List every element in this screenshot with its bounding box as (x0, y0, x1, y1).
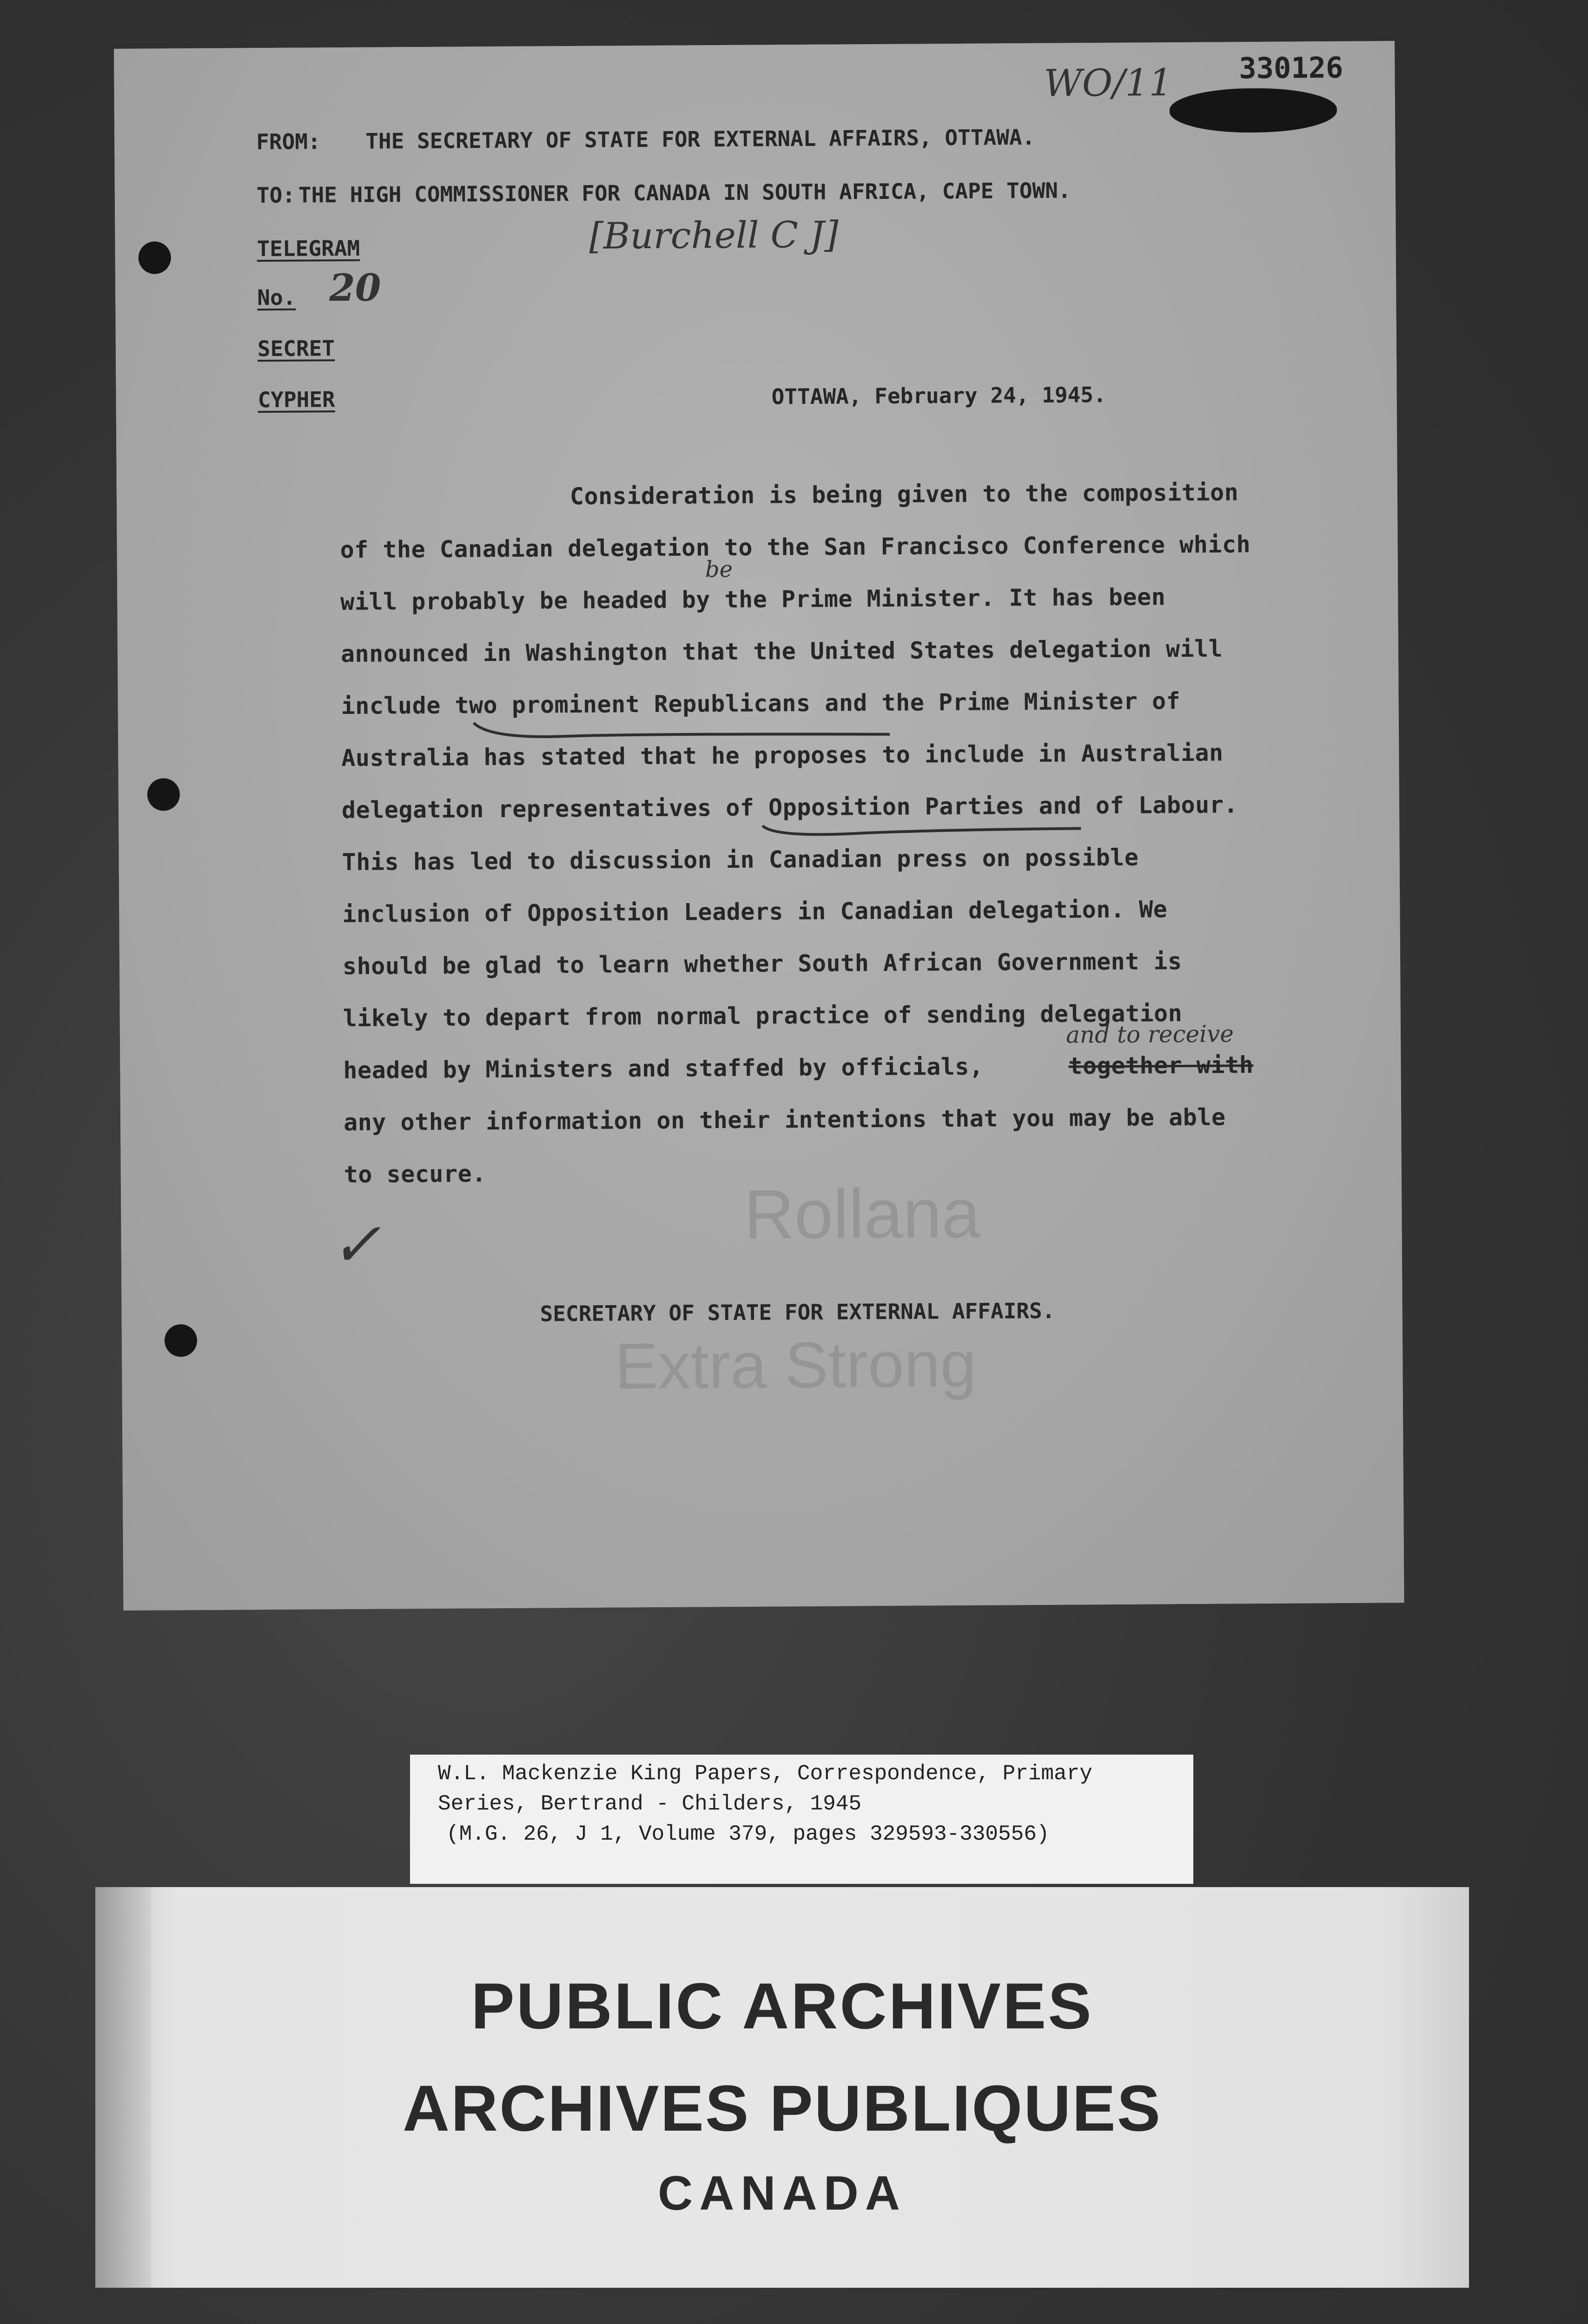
archives-title-en: PUBLIC ARCHIVES (471, 1969, 1093, 2042)
telegram-type: TELEGRAM (257, 235, 360, 262)
signature: SECRETARY OF STATE FOR EXTERNAL AFFAIRS. (540, 1298, 1055, 1327)
body-line: of the Canadian delegation to the San Francisco Conference which (340, 531, 1251, 564)
to-value: THE HIGH COMMISSIONER FOR CANADA IN SOUTH AFRICA, CAPE TOWN. (298, 178, 1071, 208)
handwritten-be: be (705, 556, 733, 583)
body-line: Consideration is being given to the composition (569, 479, 1239, 510)
body-line: headed by Ministers and staffed by officials, (343, 1053, 984, 1084)
archives-country: CANADA (658, 2166, 906, 2220)
underline-stroke (760, 814, 1085, 839)
archives-title-fr: ARCHIVES PUBLIQUES (402, 2072, 1162, 2145)
telegram-number-value: 20 (329, 265, 381, 310)
file-reference: WO/11 (1044, 61, 1173, 105)
body-line: inclusion of Opposition Leaders in Canadian delegation. We (342, 896, 1168, 928)
citation-line: (M.G. 26, J 1, Volume 379, pages 329593-330556) (446, 1822, 1050, 1846)
body-line: will probably be headed by the Prime Minister. It has been (340, 583, 1166, 616)
watermark-text: Extra Strong (614, 1327, 977, 1403)
body-line: Australia has stated that he proposes to include in Australian (341, 739, 1224, 772)
from-label: FROM: (256, 129, 321, 155)
body-line: any other information on their intentions that you may be able (343, 1103, 1226, 1136)
archives-banner (95, 1887, 1469, 2288)
punch-hole (147, 778, 180, 811)
ink-blot (1170, 88, 1337, 133)
body-line: delegation representatives of Opposition Parties and of Labour. (341, 791, 1238, 824)
place-date: OTTAWA, February 24, 1945. (771, 382, 1106, 409)
body-line: This has led to discussion in Canadian press on possible (342, 844, 1139, 876)
underline-stroke (471, 709, 899, 744)
check-mark: ✓ (330, 1209, 382, 1281)
punch-hole (165, 1324, 197, 1357)
stamp-number: 330126 (1239, 50, 1343, 86)
body-line: likely to depart from normal practice of sending delegation (343, 1000, 1183, 1032)
classification: SECRET (257, 336, 335, 362)
body-line: to secure. (344, 1160, 487, 1188)
body-line: announced in Washington that the United States delegation will (340, 635, 1223, 668)
struck-text: together with (1068, 1051, 1254, 1080)
to-label: TO: (256, 182, 296, 208)
telegram-sheet (114, 41, 1404, 1611)
citation-line: W.L. Mackenzie King Papers, Correspondence, Primary (438, 1762, 1092, 1786)
body-line: include two prominent Republicans and the Prime Minister of (341, 687, 1181, 720)
from-value: THE SECRETARY OF STATE FOR EXTERNAL AFFAIRS, OTTAWA. (365, 124, 1035, 154)
citation-slip (410, 1755, 1193, 1884)
watermark-text: Rollana (743, 1174, 981, 1254)
handwritten-insert: and to receive (1065, 1020, 1234, 1049)
transmission-method: CYPHER (258, 387, 335, 413)
body-line: should be glad to learn whether South African Government is (342, 948, 1182, 980)
punch-hole (139, 241, 171, 274)
handwritten-name: [Burchell C J] (589, 214, 839, 257)
telegram-number-label: No. (257, 284, 296, 310)
citation-line: Series, Bertrand - Childers, 1945 (438, 1792, 861, 1816)
